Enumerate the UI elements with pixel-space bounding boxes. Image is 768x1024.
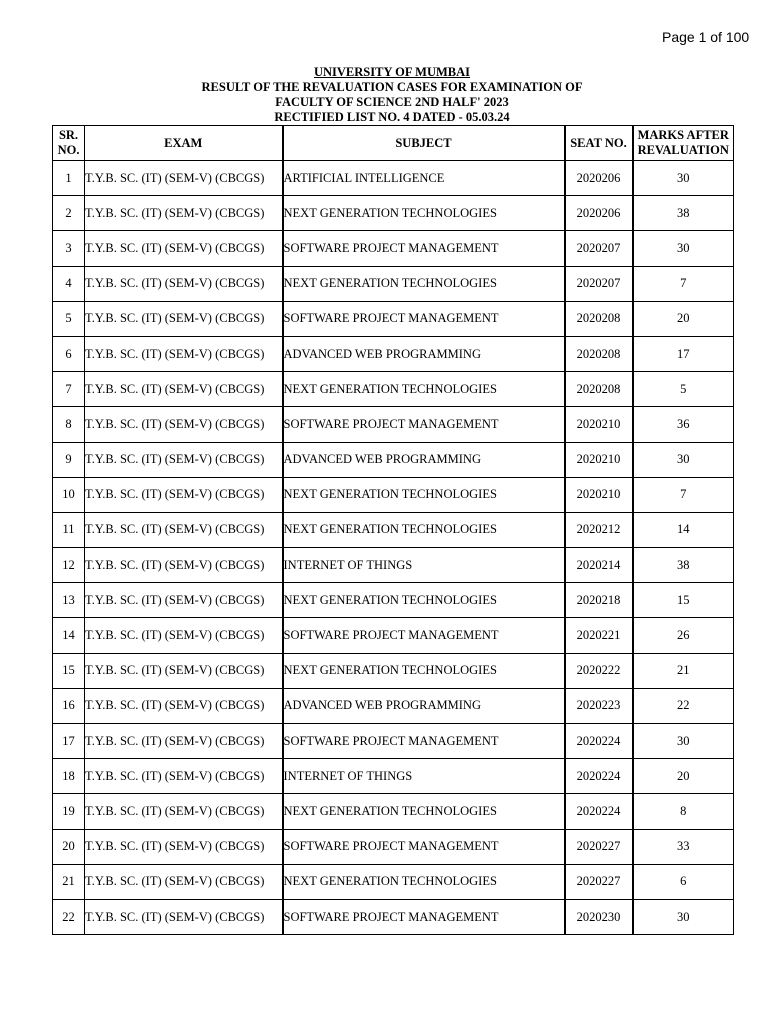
cell-marks: 33	[633, 829, 734, 864]
cell-subject: INTERNET OF THINGS	[283, 759, 565, 794]
cell-marks: 30	[633, 231, 734, 266]
table-row	[53, 653, 734, 688]
cell-subject: SOFTWARE PROJECT MANAGEMENT	[283, 829, 565, 864]
cell-subject: NEXT GENERATION TECHNOLOGIES	[283, 583, 565, 618]
cell-subject: NEXT GENERATION TECHNOLOGIES	[283, 794, 565, 829]
cell-sr-no: 6	[53, 336, 85, 371]
cell-subject: ARTIFICIAL INTELLIGENCE	[283, 161, 565, 196]
cell-sr-no: 14	[53, 618, 85, 653]
cell-sr-no: 18	[53, 759, 85, 794]
cell-subject: SOFTWARE PROJECT MANAGEMENT	[283, 618, 565, 653]
page-number: Page 1 of 100	[662, 29, 750, 45]
table-row	[53, 372, 734, 407]
cell-seat-no: 2020224	[565, 724, 633, 759]
header-seat-no: SEAT NO.	[565, 126, 633, 161]
table-row	[53, 583, 734, 618]
cell-subject: NEXT GENERATION TECHNOLOGIES	[283, 196, 565, 231]
cell-subject: NEXT GENERATION TECHNOLOGIES	[283, 512, 565, 547]
cell-exam: T.Y.B. SC. (IT) (SEM-V) (CBCGS)	[85, 653, 283, 688]
cell-exam: T.Y.B. SC. (IT) (SEM-V) (CBCGS)	[85, 301, 283, 336]
cell-exam: T.Y.B. SC. (IT) (SEM-V) (CBCGS)	[85, 512, 283, 547]
cell-sr-no: 20	[53, 829, 85, 864]
cell-subject: ADVANCED WEB PROGRAMMING	[283, 688, 565, 723]
table-row	[53, 477, 734, 512]
table-row	[53, 864, 734, 899]
header-row	[53, 126, 734, 161]
cell-marks: 26	[633, 618, 734, 653]
cell-subject: ADVANCED WEB PROGRAMMING	[283, 336, 565, 371]
cell-seat-no: 2020207	[565, 231, 633, 266]
cell-exam: T.Y.B. SC. (IT) (SEM-V) (CBCGS)	[85, 372, 283, 407]
cell-subject: NEXT GENERATION TECHNOLOGIES	[283, 477, 565, 512]
cell-sr-no: 21	[53, 864, 85, 899]
cell-sr-no: 12	[53, 548, 85, 583]
cell-subject: SOFTWARE PROJECT MANAGEMENT	[283, 724, 565, 759]
table-row	[53, 407, 734, 442]
table-row	[53, 196, 734, 231]
cell-marks: 7	[633, 266, 734, 301]
cell-seat-no: 2020224	[565, 759, 633, 794]
table-row	[53, 336, 734, 371]
table-row	[53, 759, 734, 794]
cell-sr-no: 4	[53, 266, 85, 301]
table-row	[53, 231, 734, 266]
cell-exam: T.Y.B. SC. (IT) (SEM-V) (CBCGS)	[85, 161, 283, 196]
table-body	[53, 161, 734, 935]
cell-sr-no: 11	[53, 512, 85, 547]
cell-sr-no: 15	[53, 653, 85, 688]
cell-seat-no: 2020210	[565, 477, 633, 512]
cell-marks: 6	[633, 864, 734, 899]
cell-subject: NEXT GENERATION TECHNOLOGIES	[283, 864, 565, 899]
header-exam: EXAM	[85, 126, 283, 161]
cell-marks: 30	[633, 724, 734, 759]
cell-subject: NEXT GENERATION TECHNOLOGIES	[283, 653, 565, 688]
cell-marks: 36	[633, 407, 734, 442]
cell-marks: 20	[633, 759, 734, 794]
cell-seat-no: 2020210	[565, 442, 633, 477]
cell-seat-no: 2020207	[565, 266, 633, 301]
cell-marks: 17	[633, 336, 734, 371]
cell-marks: 15	[633, 583, 734, 618]
cell-seat-no: 2020206	[565, 161, 633, 196]
heading-line-rectified-list: RECTIFIED LIST NO. 4 DATED - 05.03.24	[274, 110, 510, 124]
cell-marks: 22	[633, 688, 734, 723]
cell-seat-no: 2020206	[565, 196, 633, 231]
cell-sr-no: 9	[53, 442, 85, 477]
cell-sr-no: 19	[53, 794, 85, 829]
cell-exam: T.Y.B. SC. (IT) (SEM-V) (CBCGS)	[85, 794, 283, 829]
cell-seat-no: 2020208	[565, 372, 633, 407]
cell-marks: 30	[633, 899, 734, 934]
cell-sr-no: 10	[53, 477, 85, 512]
cell-marks: 38	[633, 548, 734, 583]
cell-seat-no: 2020224	[565, 794, 633, 829]
cell-seat-no: 2020223	[565, 688, 633, 723]
university-title: UNIVERSITY OF MUMBAI	[313, 65, 471, 79]
cell-sr-no: 8	[53, 407, 85, 442]
table-row	[53, 266, 734, 301]
cell-subject: SOFTWARE PROJECT MANAGEMENT	[283, 899, 565, 934]
table-row	[53, 301, 734, 336]
cell-subject: ADVANCED WEB PROGRAMMING	[283, 442, 565, 477]
cell-exam: T.Y.B. SC. (IT) (SEM-V) (CBCGS)	[85, 688, 283, 723]
revaluation-results-table	[52, 125, 734, 935]
cell-exam: T.Y.B. SC. (IT) (SEM-V) (CBCGS)	[85, 196, 283, 231]
cell-marks: 5	[633, 372, 734, 407]
cell-seat-no: 2020208	[565, 301, 633, 336]
cell-sr-no: 3	[53, 231, 85, 266]
cell-sr-no: 22	[53, 899, 85, 934]
header-marks	[633, 126, 734, 161]
header-sr-no	[53, 126, 85, 161]
cell-seat-no: 2020208	[565, 336, 633, 371]
table-row	[53, 442, 734, 477]
cell-seat-no: 2020210	[565, 407, 633, 442]
cell-marks: 7	[633, 477, 734, 512]
cell-sr-no: 13	[53, 583, 85, 618]
cell-exam: T.Y.B. SC. (IT) (SEM-V) (CBCGS)	[85, 548, 283, 583]
cell-exam: T.Y.B. SC. (IT) (SEM-V) (CBCGS)	[85, 266, 283, 301]
table-row	[53, 512, 734, 547]
table-row	[53, 899, 734, 934]
cell-exam: T.Y.B. SC. (IT) (SEM-V) (CBCGS)	[85, 759, 283, 794]
cell-exam: T.Y.B. SC. (IT) (SEM-V) (CBCGS)	[85, 583, 283, 618]
cell-seat-no: 2020222	[565, 653, 633, 688]
cell-seat-no: 2020230	[565, 899, 633, 934]
table-row	[53, 724, 734, 759]
cell-seat-no: 2020218	[565, 583, 633, 618]
document-heading	[0, 65, 768, 125]
cell-sr-no: 17	[53, 724, 85, 759]
cell-exam: T.Y.B. SC. (IT) (SEM-V) (CBCGS)	[85, 477, 283, 512]
cell-sr-no: 2	[53, 196, 85, 231]
cell-marks: 20	[633, 301, 734, 336]
table-row	[53, 829, 734, 864]
table-row	[53, 548, 734, 583]
cell-exam: T.Y.B. SC. (IT) (SEM-V) (CBCGS)	[85, 336, 283, 371]
table-row	[53, 688, 734, 723]
heading-line-faculty: FACULTY OF SCIENCE 2ND HALF' 2023	[275, 95, 509, 109]
header-sr-line1: SR.	[58, 128, 79, 142]
heading-line-result: RESULT OF THE REVALUATION CASES FOR EXAMINATION OF	[201, 80, 583, 94]
cell-subject: NEXT GENERATION TECHNOLOGIES	[283, 372, 565, 407]
cell-seat-no: 2020227	[565, 829, 633, 864]
cell-exam: T.Y.B. SC. (IT) (SEM-V) (CBCGS)	[85, 724, 283, 759]
cell-exam: T.Y.B. SC. (IT) (SEM-V) (CBCGS)	[85, 864, 283, 899]
cell-exam: T.Y.B. SC. (IT) (SEM-V) (CBCGS)	[85, 407, 283, 442]
cell-exam: T.Y.B. SC. (IT) (SEM-V) (CBCGS)	[85, 231, 283, 266]
header-subject: SUBJECT	[283, 126, 565, 161]
cell-sr-no: 1	[53, 161, 85, 196]
cell-sr-no: 5	[53, 301, 85, 336]
cell-marks: 14	[633, 512, 734, 547]
cell-exam: T.Y.B. SC. (IT) (SEM-V) (CBCGS)	[85, 829, 283, 864]
table-row	[53, 618, 734, 653]
cell-seat-no: 2020214	[565, 548, 633, 583]
cell-subject: INTERNET OF THINGS	[283, 548, 565, 583]
cell-subject: SOFTWARE PROJECT MANAGEMENT	[283, 407, 565, 442]
cell-sr-no: 7	[53, 372, 85, 407]
cell-exam: T.Y.B. SC. (IT) (SEM-V) (CBCGS)	[85, 899, 283, 934]
cell-marks: 38	[633, 196, 734, 231]
cell-seat-no: 2020227	[565, 864, 633, 899]
table-row	[53, 794, 734, 829]
table-row	[53, 161, 734, 196]
header-marks-line1: MARKS AFTER	[637, 128, 729, 142]
header-marks-line2: REVALUATION	[637, 143, 729, 157]
cell-subject: SOFTWARE PROJECT MANAGEMENT	[283, 301, 565, 336]
cell-subject: SOFTWARE PROJECT MANAGEMENT	[283, 231, 565, 266]
cell-marks: 8	[633, 794, 734, 829]
header-sr-line2: NO.	[57, 143, 80, 157]
table-header	[53, 126, 734, 161]
cell-exam: T.Y.B. SC. (IT) (SEM-V) (CBCGS)	[85, 618, 283, 653]
cell-seat-no: 2020221	[565, 618, 633, 653]
cell-seat-no: 2020212	[565, 512, 633, 547]
cell-exam: T.Y.B. SC. (IT) (SEM-V) (CBCGS)	[85, 442, 283, 477]
cell-subject: NEXT GENERATION TECHNOLOGIES	[283, 266, 565, 301]
cell-sr-no: 16	[53, 688, 85, 723]
cell-marks: 21	[633, 653, 734, 688]
cell-marks: 30	[633, 442, 734, 477]
cell-marks: 30	[633, 161, 734, 196]
